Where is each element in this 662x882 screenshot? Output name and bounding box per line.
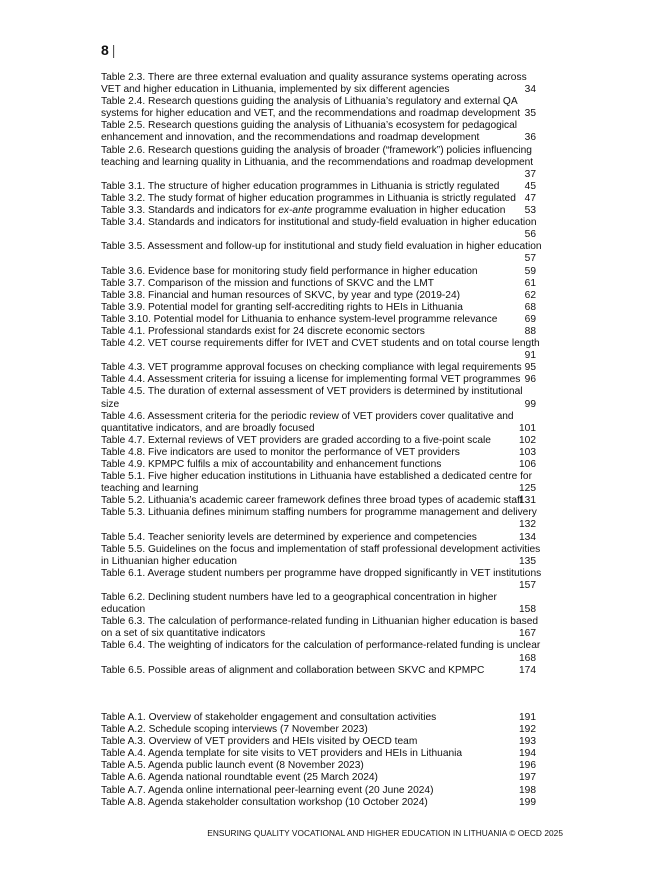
toc-entry-page[interactable]: 167: [519, 628, 536, 640]
title-segment: Table 3.3. Standards and indicators for: [101, 205, 279, 217]
toc-entry-page[interactable]: 103: [519, 446, 536, 458]
toc-entry-line: [101, 653, 536, 665]
toc-entry[interactable]: [101, 616, 539, 640]
toc-entry-title: Table A.4. Agenda template for site visits to VET providers and HEIs in Lithuania: [101, 748, 463, 760]
toc-entry[interactable]: [101, 495, 536, 507]
toc-entry-line: [101, 797, 536, 809]
toc-entry-title: Table 4.1. Professional standards exist for 24 discrete economic sectors: [101, 325, 425, 337]
toc-entry-title: Table 3.4. Standards and indicators for institutional and study-field evaluation in higher education: [101, 217, 537, 229]
toc-entry[interactable]: [101, 797, 536, 809]
page-number-value: 8: [101, 42, 109, 58]
toc-entry-page[interactable]: 135: [519, 555, 536, 567]
toc-entry-line: [101, 241, 542, 253]
toc-entry-line: [101, 96, 536, 108]
toc-entry[interactable]: [101, 362, 536, 374]
toc-entry-title: Table 4.4. Assessment criteria for issuing a license for implementing formal VET programmes: [101, 374, 521, 386]
toc-entry-page[interactable]: 69: [524, 313, 536, 325]
toc-entry-title: Table 4.7. External reviews of VET providers are graded according to a five-point scale: [101, 434, 491, 446]
toc-entry[interactable]: [101, 772, 536, 784]
toc-entry-title: Table 3.1. The structure of higher education programmes in Lithuania is strictly regulated: [101, 180, 500, 192]
toc-entry-title: teaching and learning quality in Lithuania, and the recommendations and roadmap development: [101, 156, 534, 168]
toc-entry-title: Table 4.3. VET programme approval focuses on checking compliance with legal requirements: [101, 362, 522, 374]
toc-entry-page[interactable]: 47: [524, 192, 536, 204]
toc-entry-title: Table 5.1. Five higher education institutions in Lithuania have established a dedicated centre for: [101, 471, 532, 483]
toc-entry-title: on a set of six quantitative indicators: [101, 628, 266, 640]
list-of-tables: [101, 72, 542, 677]
toc-entry-title: Table 6.2. Declining student numbers have led to a geographical concentration in higher: [101, 592, 497, 604]
toc-entry[interactable]: [101, 459, 536, 471]
toc-entry-title: enhancement and innovation, and the recommendations and roadmap development: [101, 132, 480, 144]
toc-entry[interactable]: [101, 120, 536, 144]
toc-entry-line: [101, 132, 536, 144]
toc-entry[interactable]: [101, 96, 536, 120]
toc-entry[interactable]: [101, 724, 536, 736]
toc-entry-line: [101, 592, 536, 604]
toc-entry[interactable]: [101, 532, 536, 544]
toc-entry-title: Table 3.6. Evidence base for monitoring study field performance in higher education: [101, 265, 478, 277]
toc-entry-line: [101, 640, 541, 652]
toc-entry-line: [101, 145, 536, 157]
toc-entry[interactable]: [101, 145, 536, 181]
toc-entry[interactable]: [101, 760, 536, 772]
toc-entry-title: Table 3.7. Comparison of the mission and functions of SKVC and the LMT: [101, 277, 434, 289]
toc-entry-title: Table 4.8. Five indicators are used to monitor the performance of VET providers: [101, 446, 460, 458]
toc-entry-title: Table 2.6. Research questions guiding the analysis of broader (“framework”) policies influencing: [101, 144, 532, 156]
toc-entry-title: Table 5.3. Lithuania defines minimum staffing numbers for programme management and delivery: [101, 507, 537, 519]
toc-entry-page[interactable]: 194: [519, 748, 536, 760]
toc-entry-page[interactable]: 68: [524, 301, 536, 313]
toc-entry-line: [101, 724, 536, 736]
toc-entry-title: teaching and learning: [101, 483, 199, 495]
toc-entry-line: [101, 736, 536, 748]
toc-entry-title: Table 3.10. Potential model for Lithuania to enhance system-level programme relevance: [101, 313, 498, 325]
toc-entry-page[interactable]: 102: [519, 434, 536, 446]
toc-entry-line: [101, 278, 536, 290]
toc-entry-line: [101, 72, 536, 84]
toc-entry-title: Table 4.2. VET course requirements differ for IVET and CVET students and on total course length: [101, 338, 540, 350]
toc-entry-line: [101, 229, 536, 241]
toc-entry-title: VET and higher education in Lithuania, implemented by six different agencies: [101, 84, 450, 96]
toc-entry-title: Table 3.2. The study format of higher education programmes in Lithuania is strictly regulated: [101, 192, 516, 204]
toc-entry-page[interactable]: 36: [524, 132, 536, 144]
toc-entry-page[interactable]: 192: [519, 724, 536, 736]
toc-entry-page[interactable]: 132: [519, 519, 536, 531]
toc-entry-line: [101, 386, 536, 398]
toc-entry-page[interactable]: 56: [524, 229, 536, 241]
toc-entry-line: [101, 447, 536, 459]
toc-entry-page[interactable]: 197: [519, 772, 536, 784]
toc-entry-page[interactable]: 53: [524, 205, 536, 217]
toc-entry-title: Table A.8. Agenda stakeholder consultation workshop (10 October 2024): [101, 796, 428, 808]
toc-entry-line: [101, 495, 536, 507]
toc-entry[interactable]: [101, 447, 536, 459]
toc-entry-title: Table 5.2. Lithuania’s academic career framework defines three broad types of academic staff: [101, 495, 523, 507]
toc-entry-line: [101, 760, 536, 772]
toc-entry-page[interactable]: 196: [519, 760, 536, 772]
toc-entry[interactable]: [101, 411, 536, 435]
toc-entry-line: [101, 193, 536, 205]
toc-entry-line: [101, 628, 536, 640]
toc-entry-page[interactable]: 199: [519, 796, 536, 808]
toc-entry-line: [101, 314, 536, 326]
toc-entry[interactable]: [101, 640, 541, 664]
toc-entry-title: quantitative indicators, and are broadly focused: [101, 422, 315, 434]
toc-entry-line: [101, 302, 536, 314]
toc-entry-page[interactable]: 96: [524, 374, 536, 386]
page-number-separator: |: [111, 42, 116, 58]
toc-entry-page[interactable]: 35: [524, 108, 536, 120]
toc-entry-line: [101, 772, 536, 784]
toc-entry-title: [101, 205, 505, 216]
toc-entry[interactable]: [101, 748, 536, 760]
toc-entry-title: Table 6.3. The calculation of performance-related funding in Lithuanian higher education is based: [101, 616, 539, 628]
toc-entry-title: Table 4.6. Assessment criteria for the periodic review of VET providers cover qualitative and: [101, 410, 514, 422]
toc-entry-page[interactable]: 106: [519, 459, 536, 470]
toc-entry-line: [101, 459, 536, 471]
toc-entry[interactable]: [101, 72, 536, 96]
toc-entry-title: Table 6.4. The weighting of indicators for the calculation of performance-related funding is unclear: [101, 640, 541, 652]
toc-entry-page[interactable]: 157: [519, 579, 536, 591]
toc-entry-title: Table A.5. Agenda public launch event (8 November 2023): [101, 760, 364, 772]
toc-entry-page[interactable]: 99: [524, 398, 536, 410]
toc-entry-line: [101, 556, 536, 568]
toc-entry-page[interactable]: 174: [519, 664, 536, 676]
toc-entry-title: Table A.3. Overview of VET providers and HEIs visited by OECD team: [101, 736, 418, 748]
toc-entry-title: Table 2.4. Research questions guiding the analysis of Lithuania’s regulatory and external QA: [101, 96, 518, 108]
toc-entry-title: in Lithuanian higher education: [101, 555, 237, 567]
toc-entry-page[interactable]: 134: [519, 531, 536, 543]
toc-entry-page[interactable]: 45: [524, 180, 536, 192]
toc-entry-line: [101, 217, 536, 229]
toc-entry-line: [101, 712, 536, 724]
toc-entry-title: Table 5.4. Teacher seniority levels are determined by experience and competencies: [101, 531, 477, 543]
toc-entry-page[interactable]: 57: [524, 253, 536, 265]
toc-entry-page[interactable]: 101: [519, 422, 536, 434]
toc-entry[interactable]: [101, 338, 540, 362]
toc-entry-line: [101, 580, 536, 592]
toc-entry-page[interactable]: 61: [524, 277, 536, 289]
toc-entry[interactable]: [101, 471, 536, 495]
toc-entry-line: [101, 84, 536, 96]
toc-entry[interactable]: [101, 302, 536, 314]
toc-entry-title: Table 3.9. Potential model for granting self-accrediting rights to HEIs in Lithuania: [101, 301, 463, 313]
toc-entry-page[interactable]: 125: [519, 483, 536, 495]
toc-entry-page[interactable]: 34: [524, 84, 536, 96]
toc-entry[interactable]: [101, 435, 536, 447]
toc-entry-page[interactable]: 95: [524, 362, 536, 374]
toc-entry-line: [101, 423, 536, 435]
toc-entry-line: [101, 616, 539, 628]
toc-entry-title: Table 4.9. KPMPC fulfils a mix of accountability and enhancement functions: [101, 459, 442, 470]
toc-entry-line: [101, 567, 542, 580]
toc-entry-line: [101, 519, 536, 531]
toc-entry-title: Table 6.1. Average student numbers per programme have dropped significantly in VET institutions: [101, 567, 542, 579]
toc-entry-title: Table 2.5. Research questions guiding the analysis of Lithuania’s ecosystem for pedagogical: [101, 120, 518, 132]
toc-entry-line: [101, 604, 536, 616]
toc-entry-title: Table 4.5. The duration of external assessment of VET providers is determined by institutional: [101, 386, 523, 398]
toc-entry-line: [101, 253, 536, 265]
toc-entry-line: [101, 665, 536, 677]
toc-entry-line: [101, 205, 536, 217]
toc-entry[interactable]: [101, 290, 536, 302]
title-segment: programme evaluation in higher education: [312, 205, 506, 217]
toc-entry-line: [101, 350, 536, 362]
toc-entry-page[interactable]: 193: [519, 736, 536, 748]
toc-entry[interactable]: [101, 592, 536, 616]
toc-entry[interactable]: [101, 193, 536, 205]
toc-entry-page[interactable]: 62: [524, 289, 536, 301]
toc-entry-title: Table 6.5. Possible areas of alignment and collaboration between SKVC and KPMPC: [101, 664, 485, 676]
toc-entry-title: systems for higher education and VET, and the recommendations and roadmap development: [101, 108, 521, 120]
toc-entry-title: Table 5.5. Guidelines on the focus and implementation of staff professional development activities: [101, 543, 541, 555]
toc-entry-line: [101, 471, 536, 483]
toc-entry[interactable]: [101, 241, 542, 265]
toc-entry-line: [101, 785, 536, 797]
italic-term: ex-ante: [278, 205, 313, 217]
toc-entry-line: [101, 157, 536, 169]
toc-entry[interactable]: [101, 736, 536, 748]
toc-entry-line: [101, 108, 536, 120]
toc-entry[interactable]: [101, 374, 536, 386]
toc-entry-page[interactable]: 88: [524, 325, 536, 337]
toc-entry-line: [101, 411, 536, 423]
toc-entry[interactable]: [101, 785, 536, 797]
toc-entry-title: Table A.1. Overview of stakeholder engagement and consultation activities: [101, 712, 437, 723]
toc-entry-line: [101, 338, 540, 350]
toc-entry-page[interactable]: 168: [519, 652, 536, 664]
toc-entry-page[interactable]: 59: [524, 265, 536, 277]
toc-entry[interactable]: [101, 205, 536, 217]
toc-entry-line: [101, 374, 536, 386]
toc-entry-page[interactable]: 191: [519, 712, 536, 723]
toc-entry-line: [101, 748, 536, 760]
toc-entry-page[interactable]: 158: [519, 604, 536, 616]
toc-entry[interactable]: [101, 507, 536, 531]
toc-entry[interactable]: [101, 326, 536, 338]
toc-entry-page[interactable]: 131: [519, 495, 536, 507]
toc-entry-line: [101, 399, 536, 411]
toc-entry-page[interactable]: 37: [524, 168, 536, 180]
toc-entry-page[interactable]: 91: [524, 350, 536, 362]
toc-entry-title: Table 2.3. There are three external evaluation and quality assurance systems operating across: [101, 72, 527, 83]
toc-entry-line: [101, 266, 536, 278]
toc-entry-title: Table 3.5. Assessment and follow-up for institutional and study field evaluation in higher education: [101, 241, 542, 253]
page-number: [101, 42, 115, 58]
toc-entry-title: Table 3.8. Financial and human resources of SKVC, by year and type (2019-24): [101, 289, 461, 301]
toc-entry-line: [101, 532, 536, 544]
toc-entry-line: [101, 507, 536, 519]
toc-entry-title: Table A.2. Schedule scoping interviews (7 November 2023): [101, 724, 368, 736]
toc-entry-line: [101, 326, 536, 338]
toc-entry[interactable]: [101, 314, 536, 326]
toc-entry[interactable]: [101, 712, 536, 724]
toc-entry-line: [101, 362, 536, 374]
toc-entry-page[interactable]: 198: [519, 784, 536, 796]
toc-entry-line: [101, 290, 536, 302]
toc-entry[interactable]: [101, 266, 536, 278]
toc-entry-line: [101, 435, 536, 447]
toc-entry-title: Table A.6. Agenda national roundtable event (25 March 2024): [101, 772, 378, 784]
toc-entry-line: [101, 120, 536, 132]
toc-entry[interactable]: [101, 665, 536, 677]
toc-entry-title: Table A.7. Agenda online international peer-learning event (20 June 2024): [101, 784, 434, 796]
toc-entry-line: [101, 483, 536, 495]
page-footer: ENSURING QUALITY VOCATIONAL AND HIGHER EDUCATION IN LITHUANIA © OECD 2025: [207, 828, 563, 838]
toc-entry-line: [101, 543, 541, 556]
toc-entry[interactable]: [101, 278, 536, 290]
toc-entry[interactable]: [101, 386, 536, 410]
toc-entry-line: [101, 181, 536, 193]
toc-entry[interactable]: [101, 217, 536, 241]
toc-entry[interactable]: [101, 543, 541, 568]
toc-entry[interactable]: [101, 181, 536, 193]
toc-entry-line: [101, 169, 536, 181]
list-of-annex-tables: [101, 712, 536, 809]
toc-entry-title: size: [101, 398, 120, 410]
toc-entry-title: education: [101, 604, 146, 616]
toc-entry[interactable]: [101, 567, 542, 592]
